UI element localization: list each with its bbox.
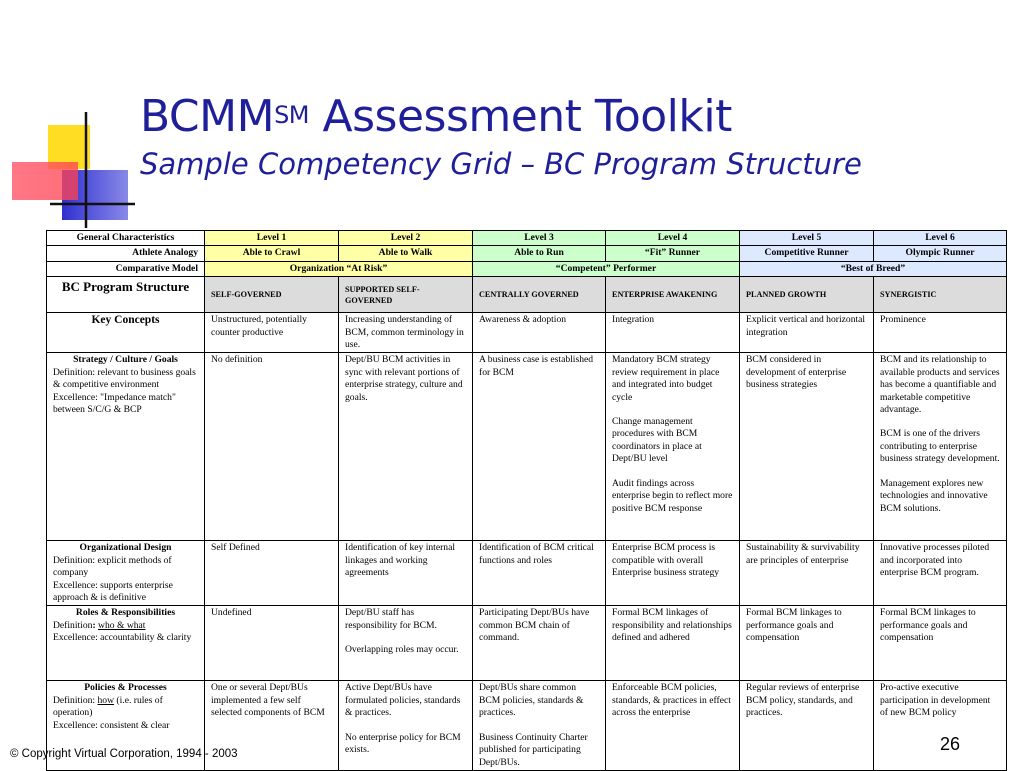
- analogy-level-4: “Fit” Runner: [606, 246, 740, 261]
- strategy-definition: Definition: relevant to business goals & competitive environment: [53, 366, 196, 391]
- org-design-level-5: Sustainability & survivability are principles of enterprise: [740, 541, 874, 606]
- header-row-levels: [47, 231, 1007, 246]
- strategy-level-6: BCM and its relationship to available products and services has become a quantifiable and marketable competitive advantage. BCM is one of the drivers contributing to enterprise business strategy development. Management explores new technologies and innovative BCM solutions.: [874, 353, 1007, 541]
- program-structure-row: [47, 277, 1007, 313]
- roles-level-2: Dept/BU staff has responsibility for BCM. Overlapping roles may occur.: [339, 606, 473, 681]
- key-concept-level-4: Integration: [606, 313, 740, 353]
- strategy-level-3: A business case is established for BCM: [473, 353, 606, 541]
- analogy-level-2: Able to Walk: [339, 246, 473, 261]
- slide-subtitle: Sample Competency Grid – BC Program Structure: [140, 147, 862, 181]
- roles-level-1: Undefined: [205, 606, 339, 681]
- key-concept-level-2: Increasing understanding of BCM, common terminology in use.: [339, 313, 473, 353]
- copyright-footer: © Copyright Virtual Corporation, 1994 - 2003: [10, 748, 238, 760]
- analogy-level-3: Able to Run: [473, 246, 606, 261]
- strategy-heading: Strategy / Culture / Goals: [73, 354, 178, 366]
- level-4-header: Level 4: [606, 231, 740, 246]
- policies-level-6: Pro-active executive participation in development of new BCM policy: [874, 681, 1007, 770]
- policies-level-3: Dept/BUs share common BCM policies, standards & practices. Business Continuity Charter published for participating Dept/BUs.: [473, 681, 606, 770]
- strategy-level-2: Dept/BU BCM activities in sync with relevant portions of enterprise strategy, culture and goals.: [339, 353, 473, 541]
- page-number: 26: [940, 734, 961, 754]
- roles-level-6: Formal BCM linkages to performance goals and compensation: [874, 606, 1007, 681]
- policies-level-2: Active Dept/BUs have formulated policies, standards & practices. No enterprise policy for BCM exists.: [339, 681, 473, 770]
- level-3-header: Level 3: [473, 231, 606, 246]
- key-concept-level-3: Awareness & adoption: [473, 313, 606, 353]
- roles-level-5: Formal BCM linkages to performance goals and compensation: [740, 606, 874, 681]
- org-design-excellence: Excellence: supports enterprise approach & is definitive: [53, 579, 173, 604]
- program-level-2: SUPPORTED SELF-GOVERNED: [339, 277, 473, 313]
- key-concept-level-1: Unstructured, potentially counter productive: [205, 313, 339, 353]
- row-label-athlete-analogy: Athlete Analogy: [47, 246, 205, 261]
- policies-level-5: Regular reviews of enterprise BCM policy, standards, and practices.: [740, 681, 874, 770]
- policies-level-1: One or several Dept/BUs implemented a few self selected components of BCM: [205, 681, 339, 770]
- key-concept-level-6: Prominence: [874, 313, 1007, 353]
- roles-row: [47, 606, 1007, 681]
- level-2-header: Level 2: [339, 231, 473, 246]
- analogy-level-5: Competitive Runner: [740, 246, 874, 261]
- roles-definition: Definition: who & what: [53, 619, 146, 631]
- program-level-3: CENTRALLY GOVERNED: [473, 277, 606, 313]
- strategy-excellence: Excellence: "Impedance match" between S/C/G & BCP: [53, 391, 176, 416]
- org-design-level-6: Innovative processes piloted and incorporated into enterprise BCM program.: [874, 541, 1007, 606]
- level-5-header: Level 5: [740, 231, 874, 246]
- row-label-org-design: [47, 541, 205, 606]
- strategy-level-1: No definition: [205, 353, 339, 541]
- decorative-squares-logo: [0, 0, 140, 230]
- roles-excellence: Excellence: accountability & clarity: [53, 632, 192, 644]
- analogy-level-6: Olympic Runner: [874, 246, 1007, 261]
- org-design-row: [47, 541, 1007, 606]
- row-label-roles: [47, 606, 205, 681]
- policies-heading: Policies & Processes: [84, 682, 167, 694]
- org-design-level-3: Identification of BCM critical functions and roles: [473, 541, 606, 606]
- program-level-5: PLANNED GROWTH: [740, 277, 874, 313]
- strategy-level-4: Mandatory BCM strategy review requirement in place and integrated into budget cycle Change management procedures with BCM coordinators in place at Dept/BU level Audit findings across enterprise begin to reflect more positive BCM response: [606, 353, 740, 541]
- org-design-definition: Definition: explicit methods of company: [53, 554, 172, 579]
- program-level-1: SELF-GOVERNED: [205, 277, 339, 313]
- org-design-level-1: Self Defined: [205, 541, 339, 606]
- org-design-heading: Organizational Design: [79, 542, 172, 554]
- slide-title: BCMM℠ Assessment Toolkit: [140, 91, 732, 142]
- policies-level-4: Enforceable BCM policies, standards, & practices in effect across the enterprise: [606, 681, 740, 770]
- program-level-4: ENTERPRISE AWAKENING: [606, 277, 740, 313]
- roles-heading: Roles & Responsibilities: [75, 607, 176, 619]
- org-design-level-2: Identification of key internal linkages and working agreements: [339, 541, 473, 606]
- model-competent-performer: “Competent” Performer: [473, 261, 740, 276]
- row-label-strategy: [47, 353, 205, 541]
- analogy-level-1: Able to Crawl: [205, 246, 339, 261]
- key-concept-level-5: Explicit vertical and horizontal integration: [740, 313, 874, 353]
- strategy-level-5: BCM considered in development of enterprise business strategies: [740, 353, 874, 541]
- roles-level-4: Formal BCM linkages of responsibility and relationships defined and adhered: [606, 606, 740, 681]
- level-1-header: Level 1: [205, 231, 339, 246]
- strategy-row: [47, 353, 1007, 541]
- row-label-general-characteristics: General Characteristics: [47, 231, 205, 246]
- roles-level-3: Participating Dept/BUs have common BCM chain of command.: [473, 606, 606, 681]
- model-best-of-breed: “Best of Breed”: [740, 261, 1007, 276]
- key-concepts-row: [47, 313, 1007, 353]
- program-level-6: SYNERGISTIC: [874, 277, 1007, 313]
- row-label-key-concepts: Key Concepts: [47, 313, 205, 353]
- policies-definition: Definition: how (i.e. rules of operation): [53, 694, 163, 719]
- policies-excellence: Excellence: consistent & clear: [53, 719, 170, 731]
- org-design-level-4: Enterprise BCM process is compatible with overall Enterprise business strategy: [606, 541, 740, 606]
- header-row-athlete-analogy: [47, 246, 1007, 261]
- row-label-bc-program-structure: BC Program Structure: [47, 277, 205, 313]
- row-label-comparative-model: Comparative Model: [47, 261, 205, 276]
- header-row-comparative-model: [47, 261, 1007, 276]
- model-at-risk: Organization “At Risk”: [205, 261, 473, 276]
- competency-grid-table: [46, 230, 1007, 771]
- slide-title-block: [140, 92, 862, 182]
- level-6-header: Level 6: [874, 231, 1007, 246]
